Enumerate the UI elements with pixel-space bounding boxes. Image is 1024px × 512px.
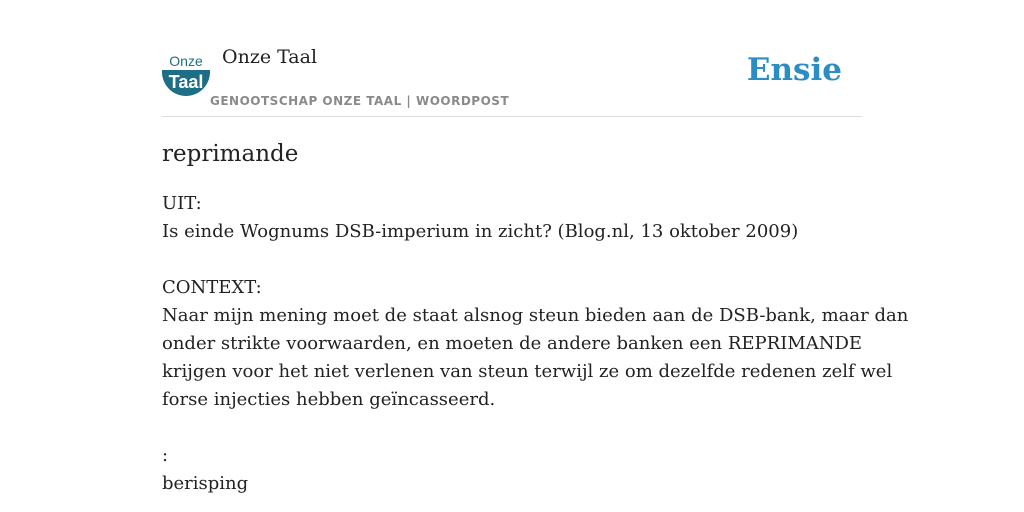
context-label: CONTEXT:	[162, 277, 262, 298]
site-name[interactable]: Onze Taal	[222, 46, 318, 68]
entry-body	[162, 190, 909, 498]
header	[162, 40, 862, 117]
entry-title: reprimande	[162, 141, 299, 167]
spacer	[162, 246, 862, 274]
entry-content	[162, 138, 909, 498]
source-text: Is einde Wognums DSB-imperium in zicht? (Blog.nl, 13 oktober 2009)	[162, 221, 799, 242]
context-line: forse injecties hebben geïncasseerd.	[162, 389, 496, 410]
ensie-brand-logo[interactable]: Ensie	[746, 52, 842, 88]
logo-top-text: Onze	[169, 53, 203, 69]
context-line: onder strikte voorwaarden, en moeten de andere banken een REPRIMANDE	[162, 333, 863, 354]
definition-text: berisping	[162, 473, 249, 494]
definition-label: :	[162, 445, 169, 466]
source-label: UIT:	[162, 193, 202, 214]
logo-bottom-text: Taal	[168, 72, 204, 92]
site-subtitle[interactable]: GENOOTSCHAP ONZE TAAL | WOORDPOST	[210, 94, 510, 108]
onze-taal-logo[interactable]	[162, 52, 210, 96]
spacer	[162, 414, 862, 442]
context-line: Naar mijn mening moet de staat alsnog steun bieden aan de DSB-bank, maar dan	[162, 305, 909, 326]
context-line: krijgen voor het niet verlenen van steun terwijl ze om dezelfde redenen zelf wel	[162, 361, 893, 382]
